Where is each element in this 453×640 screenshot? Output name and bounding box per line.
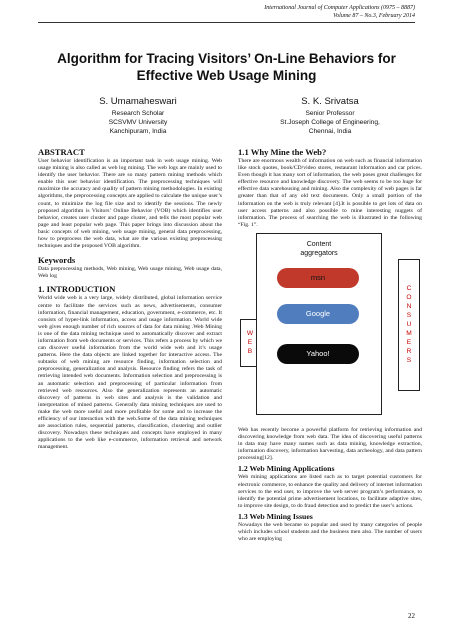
- title-line-2: Effective Web Usage Mining: [136, 68, 317, 83]
- journal-header: [264, 4, 415, 20]
- after-figure-text: Web has recently become a powerful platform for retrieving information and discovering knowledge from web data. The idea of discovering useful patterns in data may have many names such as data mining, knowledge extraction, information discovery, information harvesting, data archeology, and data pattern processing[12].: [238, 426, 422, 462]
- consumer-letter: O: [406, 294, 412, 302]
- author-org: SCSVMV University: [108, 119, 168, 126]
- figure-consumers-box: [398, 259, 420, 391]
- why-text: There are enormous wealth of information on web such as financial information like stock quotes, book/CD/video stores, restaurant information and car prices. Even though it has many sort of information, the web poses great challenges for effective resource and knowledge discovery. The web seems to be too huge for effective data warehousing and mining. Also the complexity of web pages is far greater than that of any old text documents. Only a small portion of the information on the web is truly relevant [4].It is possible to get lots of data on user access patterns and also possible to mine interesting nuggets of information. The process of searching the web is illustrated in the following “Fig. 1”.: [238, 158, 422, 228]
- msn-node: msn: [277, 268, 359, 288]
- author-role: Senior Professor: [305, 110, 355, 117]
- journal-name: International Journal of Computer Applications (0975 – 8887): [264, 5, 415, 11]
- page-number: 22: [408, 612, 415, 620]
- content-label-line-1: Content: [306, 240, 332, 248]
- journal-volume: Volume 87 – No.3, February 2014: [333, 13, 415, 19]
- consumer-letter: S: [406, 312, 412, 320]
- left-column: [38, 147, 222, 453]
- consumer-letter: R: [406, 348, 412, 356]
- author-org: St.Joseph College of Engineering,: [280, 119, 380, 126]
- paper-title: [30, 50, 423, 84]
- right-column: [238, 147, 422, 545]
- content-label-line-2: aggregators: [300, 249, 338, 257]
- author-name: S. Umamaheswari: [99, 96, 177, 107]
- consumer-letter: N: [406, 303, 412, 311]
- figure-content-aggregators-box: [256, 233, 382, 415]
- intro-text: World wide web is a very large, widely distributed, global information service centre to facilitate the services such as news, advertisements, consumer information, financial management, education, government, e-commerce, etc. It consists of hyper-link information, access and usage information. World wide web gives enough number of rich sources of data for data mining .Web Mining is one of the data mining technique used to automatically discover and extract information from web documents or services. This refers a process by which we can discover useful information from the world wide web and it’s usage patterns. Here the data objects are linked together for interactive access. The subtasks of web mining are resource finding, information selection and preprocessing, generalization and analysis. Resource finding refers the task of retrieving intended web documents. Information selection and preprocessing is an automatic selection and preprocessing of particular information from retrieved web resources. Also the generalization represents an automatic discovery of patterns in web sites and analysis is the validation and interpretation of mined patterns. Generally data mining techniques are used to make the web more useful and more profitable for some and to increase the efficiency of our interaction with the web.Some of the data mining techniques are association rules, sequential patterns, classification, clustering and outlier discovery. Nowadays these techniques and concepts have employed in many applications to the web like e-commerce, information retrieval and network management.: [38, 295, 222, 451]
- apps-text: Web mining applications are listed such as to target potential customers for electronic commerce, to enhance the quality and delivery of internet information services to the end user, to improve the web server program’s performance, to identify the potential prime advertisement locations, to facilitate adaptive sites, to improve site design, to do fraud detection and to predict the user’s actions.: [238, 474, 422, 509]
- issues-heading: 1.3 Web Mining Issues: [238, 511, 313, 521]
- title-line-1: Algorithm for Tracing Visitors’ On-Line Behaviors for: [57, 51, 396, 66]
- figure-1: [238, 233, 422, 419]
- web-letter: W: [246, 330, 254, 338]
- web-letter: E: [247, 339, 253, 347]
- web-letter: B: [247, 348, 253, 356]
- consumer-letter: C: [406, 285, 412, 293]
- keywords-text: Data preprocessing methods, Web mining, Web usage mining, Web usage data, Web log: [38, 266, 222, 280]
- issues-text: Nowadays the web became so popular and used by many categories of people which includes school students and the business men also. The number of users who are employing: [238, 521, 422, 543]
- abstract-heading: ABSTRACT: [38, 147, 85, 157]
- author-place: Kanchipuram, India: [109, 128, 167, 135]
- abstract-text: User behavior identification is an important task in web usage mining. Web usage mining is also called as web log mining. The web logs are mainly used to identify the user behavior. There are so many pattern mining methods which enable this user behavior identification. The preprocessing techniques will maximize the accuracy and quality of pattern mining methodologies. In existing algorithms, the preprocessing concepts are applied to calculate the unique user’s count, to minimize the log file size and to identify the sessions. The newly proposed algorithm is Visitors’ Online Behavior (VOB) which identifies user behavior, creates user cluster and page cluster, and tells the most popular web page and least popular web page. This paper brings into discussion about the basic concepts of web mining, web usage mining, general data preprocessing, how to preprocess the web data, what are the various existing preprocessing techniques and the proposed VOB algorithm.: [38, 158, 222, 250]
- consumer-letter: S: [406, 357, 412, 365]
- keywords-heading: Keywords: [38, 255, 76, 266]
- apps-heading: 1.2 Web Mining Applications: [238, 464, 335, 474]
- google-node: Google: [277, 304, 359, 324]
- yahoo-node: Yahoo!: [277, 344, 359, 364]
- intro-heading: 1. INTRODUCTION: [38, 284, 116, 295]
- author-block-2: [250, 96, 410, 136]
- author-name: S. K. Srivatsa: [301, 96, 359, 107]
- consumer-letter: M: [406, 330, 412, 338]
- why-heading: 1.1 Why Mine the Web?: [238, 147, 327, 157]
- content-aggregators-label: [257, 240, 381, 258]
- consumer-letter: U: [406, 321, 412, 329]
- author-role: Research Scholar: [111, 110, 165, 117]
- author-block-1: [58, 96, 218, 136]
- consumer-letter: E: [406, 339, 412, 347]
- author-place: Chennai, India: [308, 128, 352, 135]
- header-rule: [38, 22, 415, 23]
